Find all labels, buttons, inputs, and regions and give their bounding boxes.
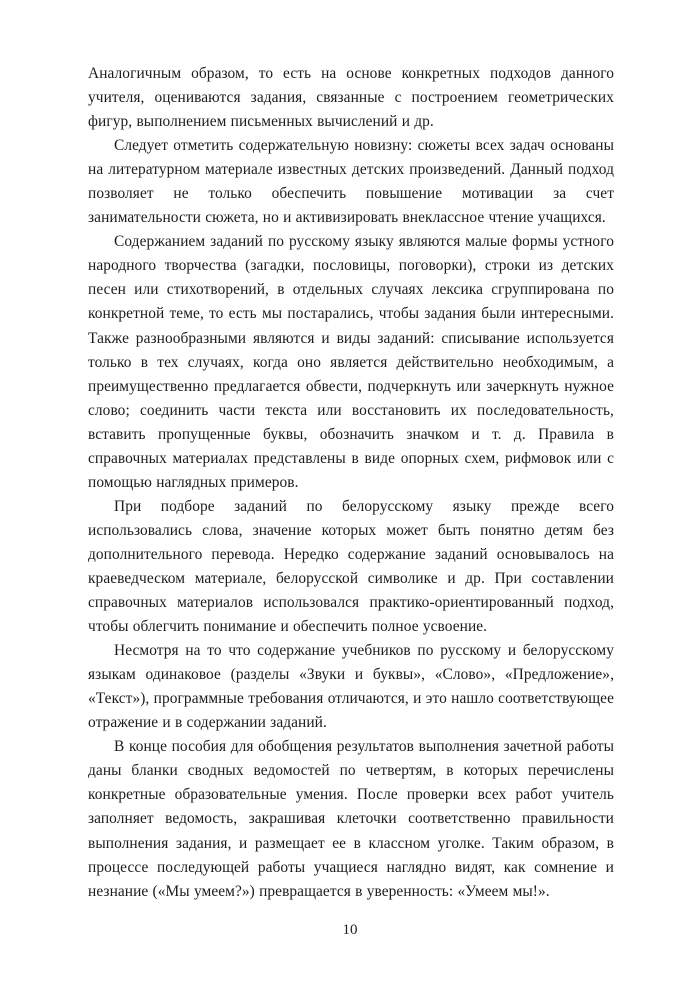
paragraph-2: Следует отметить содержательную новизну: сюжеты всех задач основаны на литературном материале известных детских произведений. Данный подход позволяет не только обеспечить повышение мотивации за счет занимательности сюжета, но и активизировать внеклассное чтение учащихся.: [88, 137, 614, 227]
paragraph-3: Содержанием заданий по русскому языку являются малые формы устного народного творчества (загадки, пословицы, поговорки), строки из детских песен или стихотворений, в отдельных случаях лексика сгруппирована по конкретной теме, то есть мы постарались, чтобы задания были интересными. Также разнообразными являются и виды заданий: списывание используется только в тех случаях, когда оно является действительно необходимым, а преимущественно предлагается обвести, подчеркнуть или зачеркнуть нужное слово; соединить части текста или восстановить их последовательность, вставить пропущенные буквы, обозначить значком и т. д. Правила в справочных материалах представлены в виде опорных схем, рифмовок или с помощью наглядных примеров.: [88, 233, 614, 491]
paragraph-5: Несмотря на то что содержание учебников по русскому и белорусскому языкам одинаковое (разделы «Звуки и буквы», «Слово», «Предложение», «Текст»), программные требования отличаются, и это нашло соответствующее отражение и в содержании заданий.: [88, 642, 614, 732]
paragraph-1: Аналогичным образом, то есть на основе конкретных подходов данного учителя, оцениваются задания, связанные с построением геометрических фигур, выполнением письменных вычислений и др.: [88, 65, 614, 131]
text-column: [88, 62, 614, 904]
paragraph-6: В конце пособия для обобщения результатов выполнения зачетной работы даны бланки сводных ведомостей по четвертям, в которых перечислены конкретные образовательные умения. После проверки всех работ учитель заполняет ведомость, закрашивая клеточки соответственно правильности выполнения задания, и размещает ее в классном уголке. Таким образом, в процессе последующей работы учащиеся наглядно видят, как сомнение и незнание («Мы умеем?») превращается в уверенность: «Умеем мы!».: [88, 738, 614, 900]
page-number: 10: [342, 922, 358, 938]
paragraph-4: При подборе заданий по белорусскому языку прежде всего использовались слова, значение которых может быть понятно детям без дополнительного перевода. Нередко содержание заданий основывалось на краеведческом материале, белорусской символике и др. При составлении справочных материалов использовался практико-ориентированный подход, чтобы облегчить понимание и обеспечить полное усвоение.: [88, 497, 614, 636]
